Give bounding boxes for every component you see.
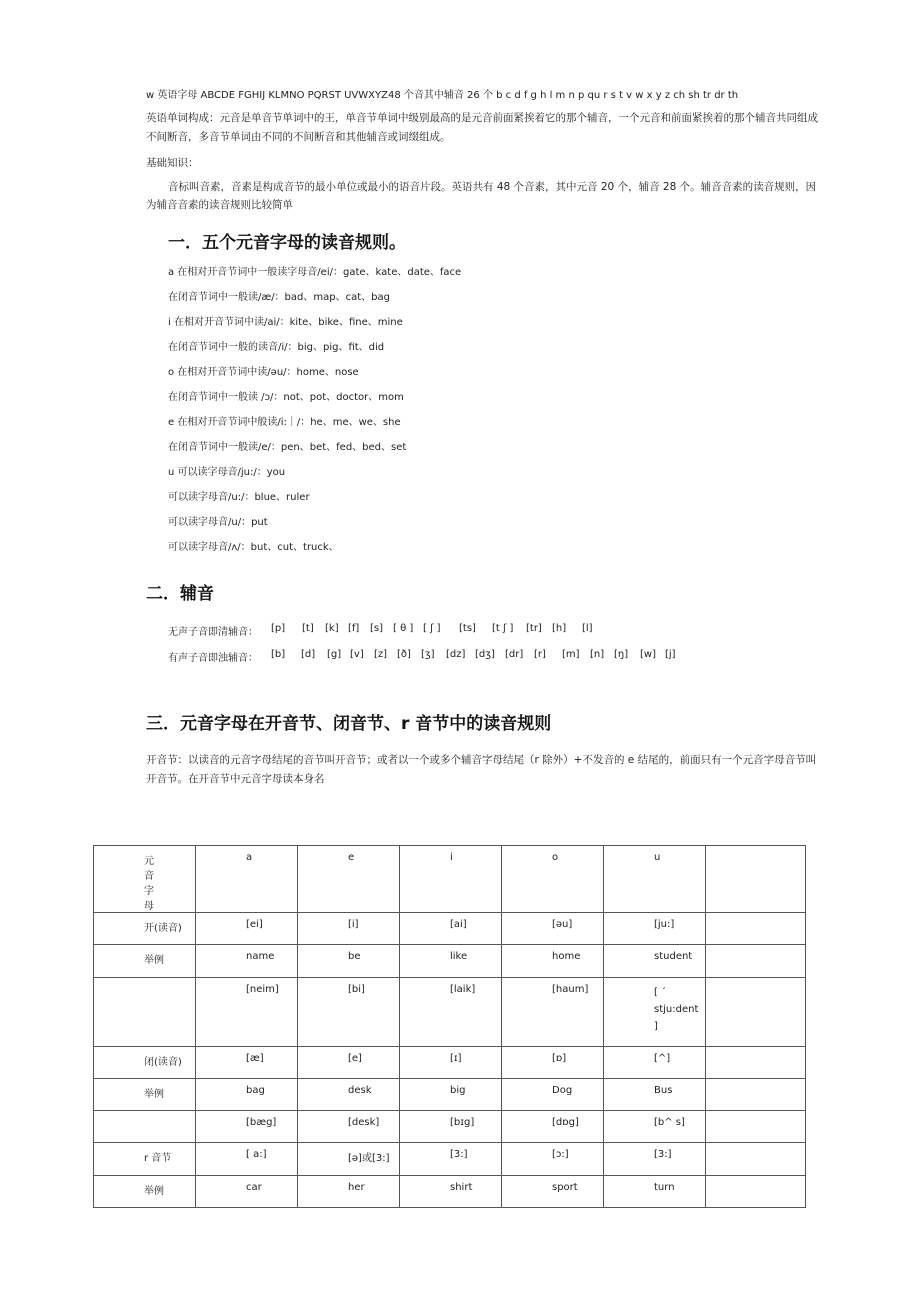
table-cell <box>706 945 806 978</box>
table-cell: like <box>400 945 502 978</box>
table-row <box>94 1047 806 1079</box>
table-cell: bag <box>196 1079 298 1111</box>
rule-line: o 在相对开音节词中读/əu/：home、nose <box>168 367 359 378</box>
table-cell: [ju:] <box>604 913 706 945</box>
phoneme: [ts] <box>459 623 476 634</box>
phoneme: [tr] <box>526 623 542 634</box>
phoneme: [ʒ] <box>421 649 435 660</box>
table-cell: [3:] <box>604 1143 706 1176</box>
table-cell: her <box>298 1176 400 1208</box>
table-row <box>94 1176 806 1208</box>
table-cell: u <box>604 846 706 913</box>
phoneme: [k] <box>325 623 339 634</box>
phoneme: [g] <box>327 649 342 660</box>
rule-line: 可以读字母音/u/：put <box>168 517 268 528</box>
table-cell: 开(读音) <box>94 913 196 945</box>
table-cell: [ ˊ stju:dent ] <box>604 978 706 1047</box>
voiceless-label: 无声子音即清辅音： <box>168 627 258 638</box>
phoneme: [b] <box>271 649 286 660</box>
table-cell: big <box>400 1079 502 1111</box>
table-row <box>94 846 806 913</box>
rule-line: 在闭音节词中一般读 /ɔ/：not、pot、doctor、mom <box>168 392 404 403</box>
phoneme: [dʒ] <box>475 649 495 660</box>
table-cell: [laik] <box>400 978 502 1047</box>
rule-line: 在闭音节词中一般读/æ/：bad、map、cat、bag <box>168 292 390 303</box>
table-cell: [neim] <box>196 978 298 1047</box>
table-row <box>94 1079 806 1111</box>
table-cell: 举例 <box>94 1176 196 1208</box>
table-cell <box>706 1111 806 1143</box>
phoneme: [ θ ] <box>393 623 414 634</box>
table-cell: r 音节 <box>94 1143 196 1176</box>
table-cell <box>94 1111 196 1143</box>
table-cell: shirt <box>400 1176 502 1208</box>
table-cell <box>706 1047 806 1079</box>
section-title-consonants: 二．辅音 <box>146 584 214 604</box>
rule-line: e 在相对开音节词中般读/i:｜/：he、me、we、she <box>168 417 401 428</box>
phoneme: [t ʃ ] <box>492 623 514 634</box>
phoneme: [w] <box>640 649 656 660</box>
table-row <box>94 913 806 945</box>
phoneme: [p] <box>271 623 286 634</box>
table-row <box>94 945 806 978</box>
section-title-vowel-rules: 一．五个元音字母的读音规则。 <box>168 233 406 253</box>
table-cell: [haum] <box>502 978 604 1047</box>
table-cell <box>706 1176 806 1208</box>
table-cell <box>706 1079 806 1111</box>
table-cell: [æ] <box>196 1047 298 1079</box>
rule-line: 可以读字母音/u:/：blue、ruler <box>168 492 310 503</box>
alphabet-line: w 英语字母 ABCDE FGHIJ KLMNO PQRST UVWXYZ48 个音其中辅音 26 个 b c d f g h l m n p qu r s t v w x y z ch sh tr dr th <box>146 90 739 101</box>
table-cell: [ə]或[3:] <box>298 1143 400 1176</box>
table-cell: [bɪg] <box>400 1111 502 1143</box>
vowel-letter-table <box>93 845 806 1208</box>
table-cell: o <box>502 846 604 913</box>
phoneme: [t] <box>302 623 314 634</box>
table-cell: [ɪ] <box>400 1047 502 1079</box>
rule-line: u 可以读字母音/ju:/：you <box>168 467 286 478</box>
table-cell: [^] <box>604 1047 706 1079</box>
table-row <box>94 1111 806 1143</box>
table-cell: 闭(读音) <box>94 1047 196 1079</box>
table-cell: Dog <box>502 1079 604 1111</box>
word-structure-paragraph: 英语单词构成：元音是单音节单词中的王，单音节单词中级别最高的是元音前面紧挨着它的那个辅音，一个元音和前面紧挨着的那个辅音共同组成不间断音，多音节单词由不同的不间断音和其他辅音或词缀组成。 <box>146 112 818 143</box>
phoneme-paragraph: 音标叫音素，音素是构成音节的最小单位或最小的语音片段。英语共有 48 个音素，其中元音 20 个，辅音 28 个。辅音音素的读音规则，因为辅音音素的读音规则比较简单 <box>146 181 817 211</box>
table-cell <box>706 978 806 1047</box>
phoneme: [l] <box>582 623 593 634</box>
table-cell: [desk] <box>298 1111 400 1143</box>
phoneme: [d] <box>301 649 316 660</box>
phoneme: [z] <box>374 649 388 660</box>
table-cell: [3:] <box>400 1143 502 1176</box>
table-cell: e <box>298 846 400 913</box>
section-title-syllable-rules: 三．元音字母在开音节、闭音节、r 音节中的读音规则 <box>146 714 552 734</box>
rule-line: 在闭音节词中一般读/e/：pen、bet、fed、bed、set <box>168 442 407 453</box>
table-cell: name <box>196 945 298 978</box>
phoneme: [ð] <box>397 649 411 660</box>
table-row <box>94 1143 806 1176</box>
phoneme: [n] <box>590 649 605 660</box>
table-cell: student <box>604 945 706 978</box>
phoneme: [j] <box>665 649 676 660</box>
phoneme: [ŋ] <box>614 649 629 660</box>
phoneme: [r] <box>534 649 546 660</box>
rule-line: 可以读字母音/ʌ/：but、cut、truck、 <box>168 542 339 553</box>
phoneme: [ ʃ ] <box>423 623 441 634</box>
table-cell: turn <box>604 1176 706 1208</box>
table-cell: car <box>196 1176 298 1208</box>
rule-line: 在闭音节词中一般的读音/i/：big、pig、fit、did <box>168 342 385 353</box>
table-cell: [əu] <box>502 913 604 945</box>
table-cell: home <box>502 945 604 978</box>
table-cell: i <box>400 846 502 913</box>
table-cell: [dɒg] <box>502 1111 604 1143</box>
table-cell: 元 音 字 母 <box>94 846 196 913</box>
table-cell: [e] <box>298 1047 400 1079</box>
table-cell: [ a:] <box>196 1143 298 1176</box>
table-cell: [ei] <box>196 913 298 945</box>
table-cell: [ɒ] <box>502 1047 604 1079</box>
table-cell: [i] <box>298 913 400 945</box>
table-cell: [bæg] <box>196 1111 298 1143</box>
table-cell <box>706 1143 806 1176</box>
table-cell: [ɔ:] <box>502 1143 604 1176</box>
table-row <box>94 978 806 1047</box>
table-cell <box>94 978 196 1047</box>
table-cell: 举例 <box>94 945 196 978</box>
phoneme: [f] <box>348 623 360 634</box>
table-cell: Bus <box>604 1079 706 1111</box>
table-cell: [ai] <box>400 913 502 945</box>
phoneme: [v] <box>350 649 364 660</box>
rule-line: i 在相对开音节词中读/ai/：kite、bike、fine、mine <box>168 317 403 328</box>
basics-label: 基础知识： <box>146 157 199 169</box>
table-cell <box>706 913 806 945</box>
rule-line: a 在相对开音节词中一般读字母音/ei/：gate、kate、date、face <box>168 267 462 278</box>
table-cell: a <box>196 846 298 913</box>
table-cell: 举例 <box>94 1079 196 1111</box>
table-cell: sport <box>502 1176 604 1208</box>
phoneme: [s] <box>370 623 384 634</box>
table-cell: [b^ s] <box>604 1111 706 1143</box>
open-syllable-paragraph: 开音节：以读音的元音字母结尾的音节叫开音节；或者以一个或多个辅音字母结尾（r 除外）+不发音的 e 结尾的，前面只有一个元音字母音节叫开音节。在开音节中元音字母读本身名 <box>146 754 817 785</box>
phoneme: [h] <box>552 623 567 634</box>
phoneme: [m] <box>562 649 580 660</box>
voiced-label: 有声子音即浊辅音： <box>168 653 258 664</box>
phoneme: [dz] <box>446 649 466 660</box>
table-cell <box>706 846 806 913</box>
phoneme: [dr] <box>505 649 524 660</box>
table-cell: desk <box>298 1079 400 1111</box>
table-cell: [bi] <box>298 978 400 1047</box>
table-cell: be <box>298 945 400 978</box>
